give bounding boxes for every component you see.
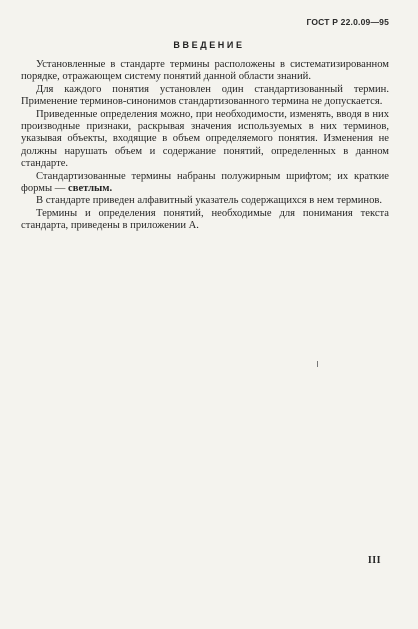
introduction-body (21, 59, 389, 233)
paragraph-3: Приведенные определения можно, при необходимости, изменять, вводя в них производные признаки, раскрывая значения используемых в них терминов, указывая объекты, входящие в объем определяемого понятия. Изменения не должны нарушать объем и содержание понятий, определенных в данном стандарте. (21, 108, 389, 170)
print-mark (317, 361, 318, 367)
paragraph-5: В стандарте приведен алфавитный указатель содержащихся в нем терминов. (36, 195, 383, 207)
paragraph-1: Установленные в стандарте термины расположены в систематизированном порядке, отражающем систему понятий данной области знаний. (21, 59, 389, 83)
paragraph-4-bold: светлым. (68, 183, 113, 195)
section-title: ВВЕДЕНИЕ (173, 40, 245, 50)
paragraph-6: Термины и определения понятий, необходимые для понимания текста стандарта, приведены в приложении А. (21, 207, 389, 232)
paragraph-2: Для каждого понятия установлен один стандартизованный термин. Применение терминов-синонимов стандартизованного термина не допускается. (21, 83, 389, 108)
paragraph-4-text: Стандартизованные термины набраны полужирным шрифтом; их краткие формы — (21, 170, 389, 195)
paragraph-4 (21, 171, 389, 196)
page-number: III (367, 555, 381, 566)
standard-code-header: ГОСТ Р 22.0.09—95 (306, 17, 389, 27)
